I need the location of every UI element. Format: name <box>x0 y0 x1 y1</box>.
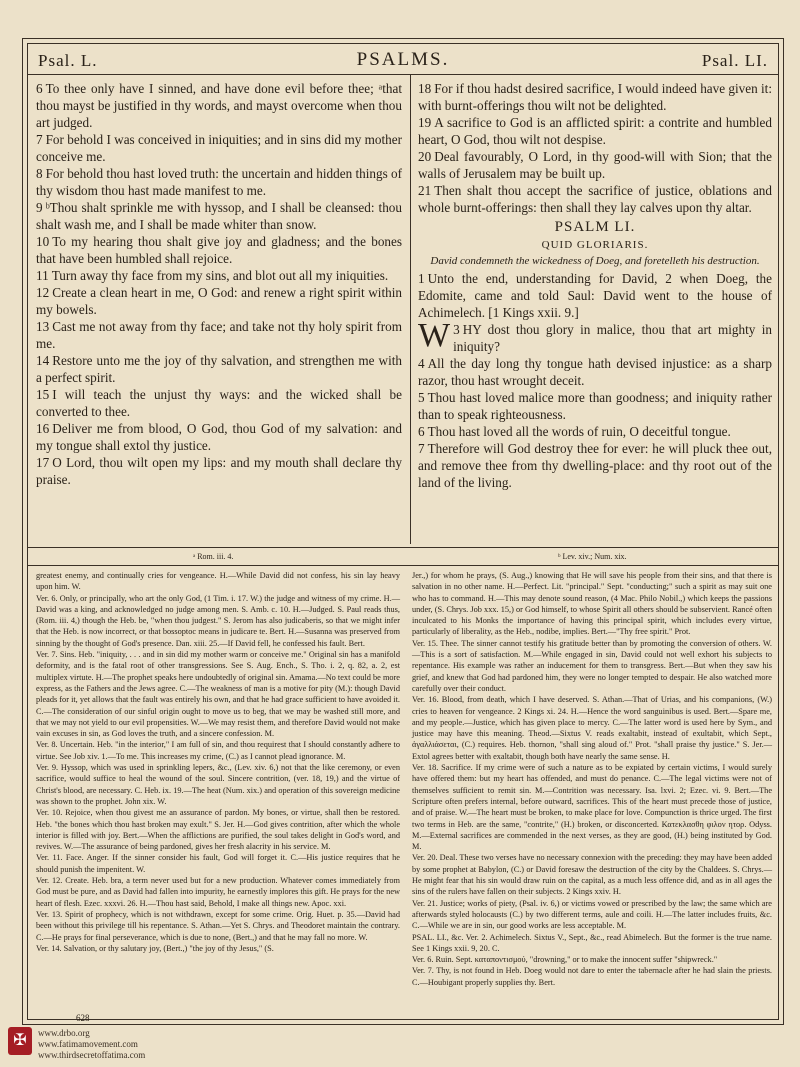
commentary-left <box>36 570 400 954</box>
footnote-rule-left <box>28 547 410 548</box>
commentary-note: Ver. 11. Face. Anger. If the sinner consider his fault, God will forget it. C.—His justice requires that he should punish the impenitent. W. <box>36 853 400 874</box>
page-number: 628 <box>76 1013 90 1023</box>
footnote-rule-right <box>410 547 778 548</box>
verse: 20 Deal favourably, O Lord, in thy good-will with Sion; that the walls of Jerusalem may be built up. <box>418 149 772 181</box>
commentary-note: Ver. 6. Ruin. Sept. καταποντισμού, "drowning," or to make the innocent suffer "shipwreck." <box>412 955 718 965</box>
verse: 11 Turn away thy face from my sins, and blot out all my iniquities. <box>36 268 389 283</box>
column-divider <box>410 74 411 544</box>
verse: 6 To thee only have I sinned, and have done evil before thee; ᵃthat thou mayst be justified in thy words, and mayst overcome when thou art judged. <box>36 81 402 130</box>
verse: 19 A sacrifice to God is an afflicted spirit: a contrite and humbled heart, O God, thou wilt not despise. <box>418 115 772 147</box>
footnote-left: ᵃ Rom. iii. 4. <box>193 552 234 561</box>
commentary-right <box>412 570 772 988</box>
verse: 7 Therefore will God destroy thee for ever: he will pluck thee out, and remove thee from thy dwelling-place: and thy root out of the land of the living. <box>418 441 772 490</box>
left-verse-column <box>36 80 402 488</box>
running-header <box>28 44 778 75</box>
verse: 6 Thou hast loved all the words of ruin, O deceitful tongue. <box>418 424 731 439</box>
commentary-note: Ver. 9. Hyssop, which was used in sprinkling lepers, &c., (Lev. xiv. 6,) not that the like ceremony, or even sacrifice, would suffice to heal the wound of the soul. Sincere contrition, (ver. 18, 19,) and the virtue of Christ's blood, are necessary. C. Heb. ix. 19.—The heat (Num. xix.) and operation of this sovereign medicine was shown to the prophet. John xix. W. <box>36 763 400 806</box>
commentary-note: Ver. 21. Justice; works of piety, (Psal. iv. 6,) or victims vowed or prescribed by the law; the same which are afterwards styled holocausts (C.) by two different terms, aule and coili. H.—The latter includes fruits, &c. C.—While we are in sin, our good works are less acceptable. M. <box>412 898 772 931</box>
commentary-note: Ver. 7. Sins. Heb. "iniquity, . . . and in sin did my mother warm or conceive me." Original sin has a manifold deformity, and is the fatal root of other transgressions. See S. Aug. Ench., S. Tho. i. 2, q. 82, a. 2, est multiplex virtute. H.—The prophet speaks here undoubtedly of original sin. Amama.—No text could be more express, as the Fathers and the Jews agree. C.—The weakness of man is a motive for pity (M.): though David pleads for it, yet allows that the fault was entirely his own, and that he had grace sufficient to have avoided it. C.—The consideration of our sinful origin ought to move us to beg, that we may be washed still more, and that we may not yield to our evil propensities. W.—We may resist them, and therefore David would not make vain excuses in sin, as God loves the truth, and a sincere confession. M. <box>36 650 400 739</box>
verse: 9 ᵇThou shalt sprinkle me with hyssop, and I shall be cleansed: thou shalt wash me, and I shall be made whiter than snow. <box>36 200 402 232</box>
commentary-rule <box>28 565 778 566</box>
commentary-note: Ver. 13. Spirit of prophecy, which is not withdrawn, except for some crime. Orig. Huet. p. 35.—David had been without this privilege till his repentance. S. Athan.—Yet S. Chrys. and Theodoret maintain the contrary. C.—He prays for final perseverance, which is due to none, (Bert.,) and that he may fall no more. W. <box>36 909 400 942</box>
commentary-note: Jer.,) for whom he prays, (S. Aug.,) knowing that He will save his people from their sins, and that there is salvation in no other name. H.—Perfect. Lit. "principal." Sept. "conducting;" such a spirit as may suit one who has to command. H.—This may denote sound reason, (4 Mac. Philo Nobil.,) which keeps the passions under, (S. Chrys. Job xxx. 15,) or God himself, to whose Spirit all others should be subservient. Rancé often inculcated to his Monks the importance of having this principal spirit, which includes every virtue, particularly of liberality, as the Heb., nodibe, implies. Bert.—"Thy free spirit." Prot. <box>412 571 772 637</box>
verse: 17 O Lord, thou wilt open my lips: and my mouth shall declare thy praise. <box>36 455 402 487</box>
page-frame <box>22 38 784 1025</box>
verse: 13 Cast me not away from thy face; and take not thy holy spirit from me. <box>36 319 402 351</box>
verse: 10 To my hearing thou shalt give joy and gladness; and the bones that have been humbled shall rejoice. <box>36 234 402 266</box>
footer-links <box>38 1028 258 1061</box>
commentary-note: greatest enemy, and continually cries for vengeance. H.—While David did not confess, his sin lay heavy upon him. W. <box>36 571 400 592</box>
header-title: PSALMS. <box>356 49 450 70</box>
footer-link[interactable]: www.fatimamovement.com <box>38 1039 138 1049</box>
commentary-note: Ver. 6. Only, or principally, who art the only God, (1 Tim. i. 17. W.) the judge and witness of my crime. H.—David was a king, and acknowledged no judge among men. S. Amb. c. 10. H.—Judged. S. Paul reads thus, (Rom. iii. 4,) though the Heb. be, "when thou judgest." S. Jerom has also judicaberis, so that we might infer that the Heb. is now incorrect, or that bossoptoc means in judicare te. Bert. H.—Susanna was preserved from sinning by the thought of God's presence. Dan. xiii. 25.—If David fell, he confessed his fault. Bert. <box>36 593 400 648</box>
verse: 5 Thou hast loved malice more than goodness; and iniquity rather than to speak righteousness. <box>418 390 772 422</box>
commentary-note: Ver. 14. Salvation, or thy salutary joy, (Bert.,) "the joy of thy Jesus," (S. <box>36 943 274 953</box>
header-right: Psal. LI. <box>701 51 768 70</box>
commentary-note: Ver. 12. Create. Heb. bra, a term never used but for a new production. Whatever comes immediately from God must be pure, and as David had fallen into impurity, he earnestly implores this gift. He prays for the new heart of flesh. Ezec. xxxvi. 26. H.—Thou hast said, Behold, I make all things new. Apoc. xxi. <box>36 876 400 908</box>
right-verse-column <box>418 80 772 491</box>
verse: 15 I will teach the unjust thy ways: and the wicked shall be converted to thee. <box>36 387 402 419</box>
commentary-note: Ver. 15. Thee. The sinner cannot testify his gratitude better than by promoting the conversion of others. W.—This is a sort of satisfaction. M.—While engaged in sin, David could not well exhort his subjects to repentance. His example was rather an inducement for them to transgress. Bert.—But when they saw his grief, and knew that God had pardoned him, they were no longer tempted to despair. He also watched more carefully over their conduct. <box>412 638 772 693</box>
commentary-note: Ver. 10. Rejoice, when thou givest me an assurance of pardon. My bones, or virtue, shall then be restored. Heb. "the bones which thou hast broken may exult." S. Jer. H.—God gives contrition, after which the whole interior is filled with joy. Bert.—When the afflictions are purified, the soul takes delight in God's word, and revives. W.—The assurance of being pardoned, gives her fresh alacrity in his service. M. <box>36 808 400 852</box>
verse-drop-cap: 3 W HY dost thou glory in malice, thou that art mighty in iniquity? <box>418 317 772 354</box>
psalm-title: PSALM LI. <box>554 219 636 235</box>
verse: 21 Then shalt thou accept the sacrifice of justice, oblations and whole burnt-offerings: then shall they lay calves upon thy altar. <box>418 183 772 215</box>
header-left: Psal. L. <box>38 51 98 70</box>
verse: 14 Restore unto me the joy of thy salvation, and strengthen me with a perfect spirit. <box>36 353 402 385</box>
psalm-argument: David condemneth the wickedness of Doeg, and foretelleth his destruction. <box>430 255 760 267</box>
verse: 18 For if thou hadst desired sacrifice, I would indeed have given it: with burnt-offerings thou wilt not be delighted. <box>418 81 772 113</box>
cross-logo-icon: ✠ <box>8 1027 32 1055</box>
verse: 12 Create a clean heart in me, O God: and renew a right spirit within my bowels. <box>36 285 402 317</box>
commentary-note: PSAL. LI., &c. Ver. 2. Achimelech. Sixtus V., Sept., &c., read Abimelech. But the former is the true name. See 1 Kings xxii. 9, 20. C. <box>412 932 772 953</box>
footnote-right: ᵇ Lev. xiv.; Num. xix. <box>558 552 627 561</box>
footer-link[interactable]: www.drbo.org <box>38 1028 90 1038</box>
psalm-incipit: QUID GLORIARIS. <box>541 239 649 251</box>
commentary-note: Ver. 18. Sacrifice. If my crime were of such a nature as to be expiated by certain victims, I would surely have offered them: but my heart has offended, and must do penance. C.—The legal victims were not of themselves sufficient to remit sin. M.—Contrition was necessary. Isa. lxvi. 2; Ezec. vi. 9. Bert.—The Scripture often prefers internal, before outward, sacrifices. This of the heart must precede those of justice, and of praise. W.—The heart must be broken, to make place for love. Compunction is thrice urged. The first two terms in Heb. are the same, "contrite," (H.) broken, or disconcerted. Κατεκλασθη φιλον ητορ. Odyss. M.—External sacrifices are commended in the next verses, as they are good, (H.) being instituted by God. M. <box>412 763 772 852</box>
commentary-note: Ver. 16. Blood, from death, which I have deserved. S. Athan.—That of Urias, and his companions, (W.) cries to heaven for vengeance. 2 Kings xi. 24. H.—Hence the word sanguinibus is used. Bert.—Spare me, and my people.—Justice, which has given place to mercy. C.—The latter word is used here by Sym., and justice may have this meaning. Theod.—Sixtus V. reads exaltabit, instead of exultabit, which Sept., ἀγαλλιάσεται, (C.) requires. Heb. thornon, "shall sing aloud of." Prot. "shall praise thy justice." S. Jer.—Extol agrees better with exaltabit, though both have nearly the same sense. H. <box>412 695 772 761</box>
verse: 8 For behold thou hast loved truth: the uncertain and hidden things of thy wisdom thou hast made manifest to me. <box>36 166 402 198</box>
drop-cap: W <box>418 317 451 354</box>
commentary-note: Ver. 20. Deal. These two verses have no necessary connexion with the preceding: they may have been added by some prophet at Babylon, (C.) or David foresaw the destruction of the city by the Chaldees. S. Chrys.—He might fear that his sin would draw ruin on the capital, as a much less offence did, and as in all ages the sins of the rulers have fallen on their subjects. 2 Kings xxiv. H. <box>412 853 772 897</box>
verse: 4 All the day long thy tongue hath devised injustice: as a sharp razor, thou hast wrought deceit. <box>418 356 772 388</box>
verse: 16 Deliver me from blood, O God, thou God of my salvation: and my tongue shall extol thy justice. <box>36 421 402 453</box>
page-inner-frame <box>27 43 779 1023</box>
verse: 1 Unto the end, understanding for David, 2 when Doeg, the Edomite, came and told Saul: David went to the house of Achimelech. [1 Kings xxii. 9.] <box>418 271 772 320</box>
commentary-note: Ver. 7. Thy, is not found in Heb. Doeg would not dare to enter the tabernacle after he had slain the priests. C.—Houbigant properly supplies thy. Bert. <box>412 966 772 987</box>
verse: 7 For behold I was conceived in iniquities; and in sins did my mother conceive me. <box>36 132 402 164</box>
footer-link[interactable]: www.thirdsecretoffatima.com <box>38 1050 146 1060</box>
commentary-note: Ver. 8. Uncertain. Heb. "in the interior," I am full of sin, and thou requirest that I should constantly adhere to virtue. See Job xiv. 1.—To me. This increases my crime, (C.) as I cannot plead ignorance. M. <box>36 740 400 761</box>
